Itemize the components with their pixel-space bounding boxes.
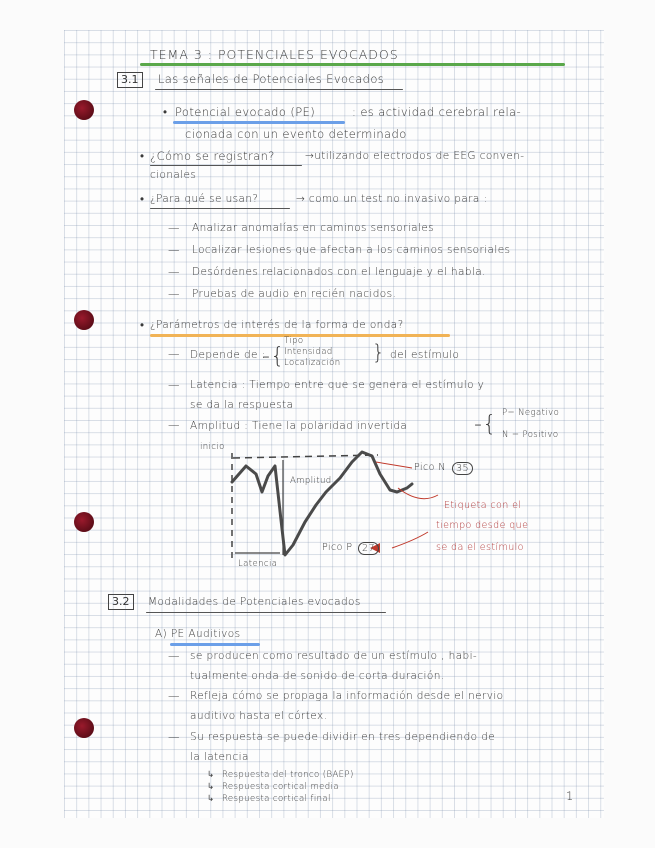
latencia-label: Latencia <box>238 559 278 569</box>
waveform-trace <box>232 452 412 555</box>
question-text: ¿Para qué se usan? <box>150 193 259 205</box>
definition-text: : es actividad cerebral rela- <box>352 105 522 119</box>
answer-text: → como un test no invasivo para : <box>296 193 488 205</box>
amplitud-n: N = Positivo <box>502 430 559 440</box>
section-heading: Las señales de Potenciales Evocados <box>158 72 385 86</box>
depende-label: Depende de : <box>190 349 266 361</box>
depende-suffix: del estímulo <box>390 349 460 361</box>
section-number: 3.1 <box>117 72 143 88</box>
bullet-text: se producen como resultado de un estímulo , habi- <box>190 650 478 662</box>
latencia-text: Latencia : Tiempo entre que se genera el estímulo y <box>190 379 485 391</box>
bullet-text: Refleja cómo se propaga la información desde el nervio <box>190 690 504 702</box>
pico-n-value: 35 <box>452 462 473 475</box>
pico-n-label: Pico N <box>414 462 446 473</box>
definition-text: cionada con un evento determinado <box>185 127 407 141</box>
note-line: se da el estímulo <box>436 542 524 553</box>
pico-p-label: Pico P <box>322 542 353 553</box>
use-item: Pruebas de audio en recién nacidos. <box>192 288 397 300</box>
response-arrow: ↳ <box>207 782 215 792</box>
note-line: tiempo desde que <box>436 520 529 531</box>
dash: — <box>168 221 180 235</box>
response-arrow: ↳ <box>207 770 215 780</box>
brace-left: -{ <box>474 412 497 437</box>
answer-text: cionales <box>150 169 197 181</box>
bullet-text: tualmente onda de sonido de corta duración. <box>190 670 445 682</box>
depende-item: Localización <box>284 358 341 368</box>
dash: — <box>168 287 180 301</box>
inicio-label: inicio <box>200 442 225 452</box>
question-bullet: • <box>140 192 145 206</box>
dash: — <box>168 265 180 279</box>
subsection-label: A) PE Auditivos <box>155 628 241 640</box>
note-arrow-bottom <box>392 532 428 548</box>
pico-n-pointer <box>376 462 412 468</box>
depende-item: Intensidad <box>284 347 333 357</box>
page-number: 1 <box>566 789 574 803</box>
bullet-text: auditivo hasta el córtex. <box>190 710 328 722</box>
section-number: 3.2 <box>108 594 134 610</box>
question-bullet: • <box>140 149 145 163</box>
bullet-text: Su respuesta se puede dividir en tres dependiendo de <box>190 731 496 743</box>
question-text: ¿Parámetros de interés de la forma de onda? <box>150 319 404 331</box>
bullet-dot: • <box>163 105 168 119</box>
dash: — <box>168 689 180 703</box>
response-item: Respuesta del tronco (BAEP) <box>222 770 354 780</box>
dash: — <box>168 378 180 392</box>
latencia-text: se da la respuesta <box>190 399 294 411</box>
note-line: Etiqueta con el <box>444 500 522 511</box>
amplitud-text: Amplitud : Tiene la polaridad invertida <box>190 420 408 432</box>
use-item: Localizar lesiones que afectan a los caminos sensoriales <box>192 244 511 256</box>
page-title: TEMA 3 : POTENCIALES EVOCADOS <box>150 47 399 62</box>
use-item: Analizar anomalías en caminos sensoriales <box>192 222 435 234</box>
bullet-text: la latencia <box>190 751 249 763</box>
response-item: Respuesta cortical media <box>222 782 339 792</box>
brace-left: -{ <box>262 344 285 369</box>
amplitud-p: P= Negativo <box>502 408 560 418</box>
pico-p-value: 27 <box>358 542 379 555</box>
brace-right: } <box>372 340 386 364</box>
depende-item: Tipo <box>284 336 304 346</box>
section-heading: Modalidades de Potenciales evocados <box>148 596 361 608</box>
subsection-highlight <box>170 643 260 646</box>
dash: — <box>168 243 180 257</box>
answer-text: →utilizando electrodos de EEG conven- <box>305 150 525 162</box>
dash: — <box>168 347 180 361</box>
response-item: Respuesta cortical final <box>222 794 331 804</box>
definition-term: Potencial evocado (PE) <box>175 105 316 119</box>
dash: — <box>168 418 180 432</box>
question-text: ¿Cómo se registran? <box>150 149 275 163</box>
dash: — <box>168 730 180 744</box>
heading-underline <box>146 612 386 613</box>
amplitud-label: Amplitud <box>290 476 332 486</box>
dash: — <box>168 649 180 663</box>
use-item: Desórdenes relacionados con el lenguaje y el habla. <box>192 266 486 278</box>
question-bullet: • <box>140 318 145 332</box>
response-arrow: ↳ <box>207 794 215 804</box>
